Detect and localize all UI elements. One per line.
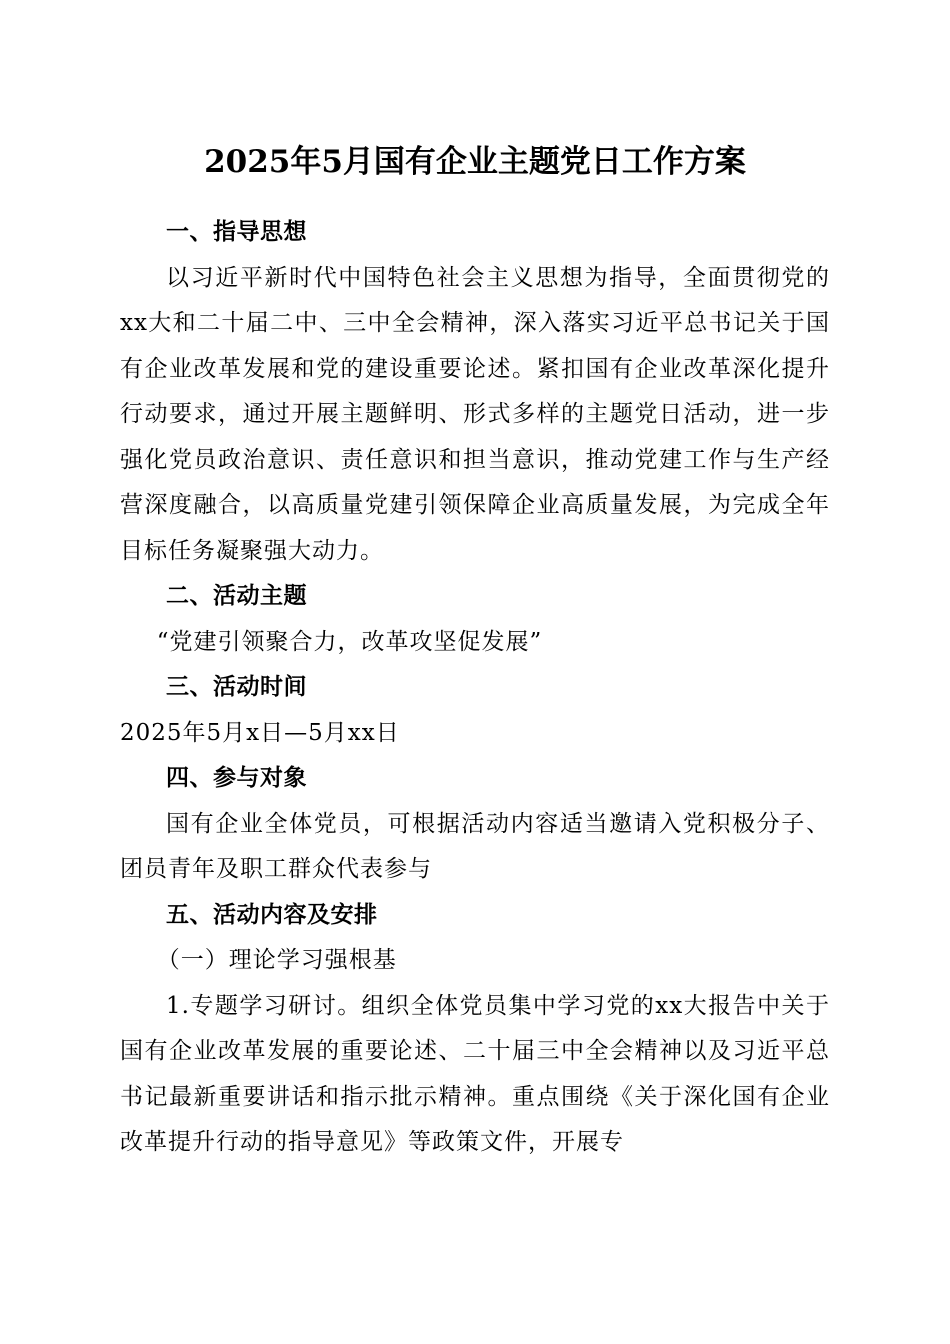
section-heading-participants: 四、参与对象 [166, 765, 307, 791]
section-body-guiding: 以习近平新时代中国特色社会主义思想为指导，全面贯彻党的xx大和二十届二中、三中全会精神，深入落实习近平总书记关于国有企业改革发展和党的建设重要论述。紧扣国有企业改革深化提升行动要求，通过开展主题鲜明、形式多样的主题党日活动，进一步强化党员政治意识、责任意识和担当意识，推动党建工作与生产经营深度融合，以高质量党建引领保障企业高质量发展，为完成全年目标任务凝聚强大动力。 [120, 264, 830, 564]
section-heading-content: 五、活动内容及安排 [166, 901, 378, 928]
section-body-time: 2025年5月x日—5月xx日 [120, 719, 400, 746]
document-body [120, 210, 830, 1166]
section-body-participants: 国有企业全体党员，可根据活动内容适当邀请入党积极分子、团员青年及职工群众代表参与 [120, 810, 830, 882]
section-subheading-theory: （一）理论学习强根基 [156, 947, 397, 973]
section-heading-time: 三、活动时间 [166, 674, 307, 700]
section-body-theme: “党建引领聚合力，改革攻坚促发展” [156, 628, 543, 655]
section-item-study: 1.专题学习研讨。组织全体党员集中学习党的xx大报告中关于国有企业改革发展的重要论述、二十届三中全会精神以及习近平总书记最新重要讲话和指示批示精神。重点围绕《关于深化国有企业改革提升行动的指导意见》等政策文件，开展专 [120, 992, 830, 1155]
document-title: 2025年5月国有企业主题党日工作方案 [204, 144, 746, 180]
section-heading-guiding: 一、指导思想 [166, 219, 307, 245]
section-heading-theme: 二、活动主题 [166, 583, 307, 609]
